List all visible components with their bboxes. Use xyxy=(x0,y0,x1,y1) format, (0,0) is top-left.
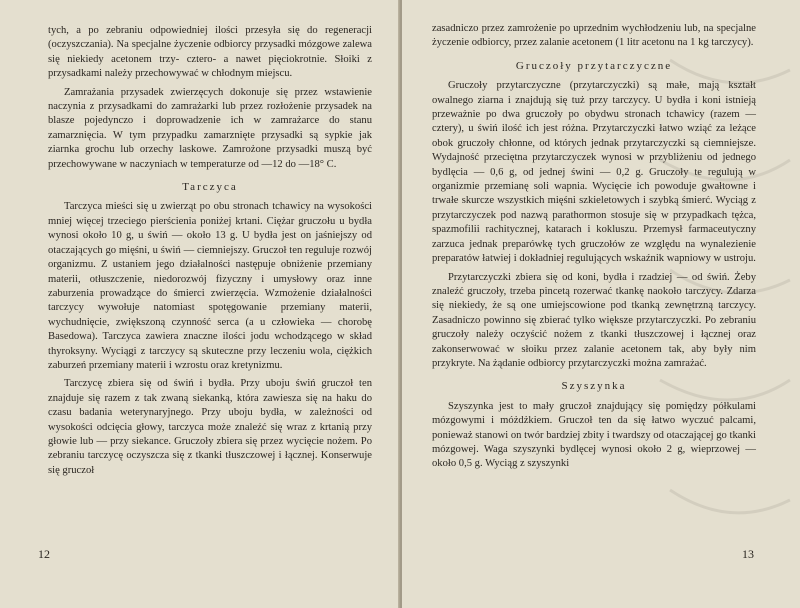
right-page xyxy=(402,0,800,608)
page-number: 12 xyxy=(38,547,50,561)
paragraph: tych, a po zebraniu odpowiedniej ilości przesyła się do regeneracji (oczyszczania). Na specjalne życzenie odbiorcy przysadki mózgowe zalewa się niekiedy acetonem trzy- cztero- a nawet pięciokrotnie. Słoiki z przysadkami należy przechowywać w chłodnym miejscu. xyxy=(48,25,372,80)
paragraph: Zamrażania przysadek zwierzęcych dokonuje się przez wstawienie naczynia z przysadkami do zamrażarki lub przez rozłożenie przysadek na blasze pojedynczo i doprowadzenie ich w zamrażarce do stanu zamarznięcia. W tym przypadku zamarznięte przysadki są sypkie jak ziarnka grochu lub orzechy laskowe. Zamrożone przysadki muszą być przechowywane w naczyniach w temperaturze od —12 do —18° C. xyxy=(48,86,372,170)
paragraph: Gruczoły przytarczyczne (przytarczyczki) są małe, mają kształt owalnego ziarna i znajdują się tuż przy tarczycy. U bydła i koni istnieją przeważnie po dwa gruczoły po obydwu stronach tchawicy (razem — cztery), u świń ilość ich jest różna. Przytarczyczki łatwo wziąć za leżące obok gruczoły chłonne, od których jednak przytarczyczki są ciemniejsze. Wydajność przeciętna przytarczyczek wynosi w przybliżeniu od jednego bydlęcia — 0,6 g, od jednej świni — 0,2 g. Gruczoły te regulują w organizmie przemianę soli wapnia. Wycięcie ich powoduje gwałtowne i trwałe skurcze wszystkich mięśni szkieletowych i szybką śmierć. Wyciąg z przytarczyczek pod nazwą parathormon stosuje się w przypadkach tężca, spazmofilii rachitycznej, katarach i kokluszu. Przemysł farmaceutyczny zarzuca jednak preparówkę tych gruczołów ze względu na wynalezienie preparatów łatwiej i dokładniej regulujących wskaźnik wapniowy w ustroju. xyxy=(432,80,756,265)
right-page-text xyxy=(432,22,756,472)
paragraph: Tarczyca mieści się u zwierząt po obu stronach tchawicy na wysokości mniej więcej trzeciego pierścienia poniżej krtani. Ciężar gruczołu u bydła wynosi około 10 g, u świń — około 13 g. U bydła jest on jaśniejszy od otaczających go mięśni, u świń — ciemniejszy. Gruczoł ten reguluje rozwój organizmu. Z ustaniem jego działalności następuje obniżenie przemiany materii, otłuszczenie, niedorozwój fizyczny i umysłowy oraz inne zaburzenia prowadzące do śmierci zwierzęcia. Wzmożenie działalności tarczycy wywołuje natomiast spotęgowanie przemiany materii, wychudnięcie, zwiększoną czynność serca (a u człowieka — chorobę Basedowa). Tarczyca zawiera znaczne ilości jodu wchodzącego w skład thyroksyny. Wyciągi z tarczycy są skuteczne przy leczeniu wola, ciężkich zaburzeń przemiany materii i wzrostu oraz kretynizmu. xyxy=(48,201,372,371)
section-heading-szyszynka: Szyszynka xyxy=(561,380,627,393)
paragraph: Tarczycę zbiera się od świń i bydła. Przy uboju świń gruczoł ten znajduje się razem z tak zwaną siekanką, która zawiesza się na haku do czasu badania weterynaryjnego. Przy uboju bydła, w zależności od wysokości odcięcia głowy, tarczyca może znaleźć się wraz z krtanią przy głowie lub — przy siekance. Gruczoły zbiera się przez wycięcie nożem. Po zebraniu tarczycę oczyszcza się z tkanki tłuszczowej i łącznej. Konserwuje się gruczoł xyxy=(48,378,372,476)
section-heading-gruczoly-przytarczyczne: Gruczoły przytarczyczne xyxy=(515,59,673,72)
page-number: 13 xyxy=(742,547,754,561)
left-page-text xyxy=(48,24,372,478)
paragraph: Szyszynka jest to mały gruczoł znajdujący się pomiędzy półkulami mózgowymi i móżdżkiem. Gruczoł ten da się łatwo wyczuć palcami, ponieważ stanowi on twór bardziej zbity i twardszy od otaczającej go tkanki mózgowej. Waga szyszynki bydlęcej wynosi około 2 g, wieprzowej — około 0,5 g. Wyciąg z szyszynki xyxy=(432,400,756,470)
section-heading-tarczyca: Tarczyca xyxy=(182,181,238,194)
paragraph: Przytarczyczki zbiera się od koni, bydła i rzadziej — od świń. Żeby znaleźć gruczoły, trzeba pincetą rozerwać tkankę naokoło tarczycy. Zdarza się niekiedy, że są one umiejscowione pod tkanką zewnętrzną tarczycy. Zasadniczo powinno się zbierać tylko większe przytarczyczki. Po zebraniu gruczoły należy oczyścić nożem z tkanki tłuszczowej i łącznej oraz zakonserwować w słoiku przez zalanie acetonem tak, aby były nim przykryte. Na żądanie odbiorcy przytarczyczki można zamrażać. xyxy=(432,271,756,369)
paragraph: zasadniczo przez zamrożenie po uprzednim wychłodzeniu lub, na specjalne życzenie odbiorcy, przez zalanie acetonem (1 litr acetonu na 1 kg tarczycy). xyxy=(432,23,756,49)
